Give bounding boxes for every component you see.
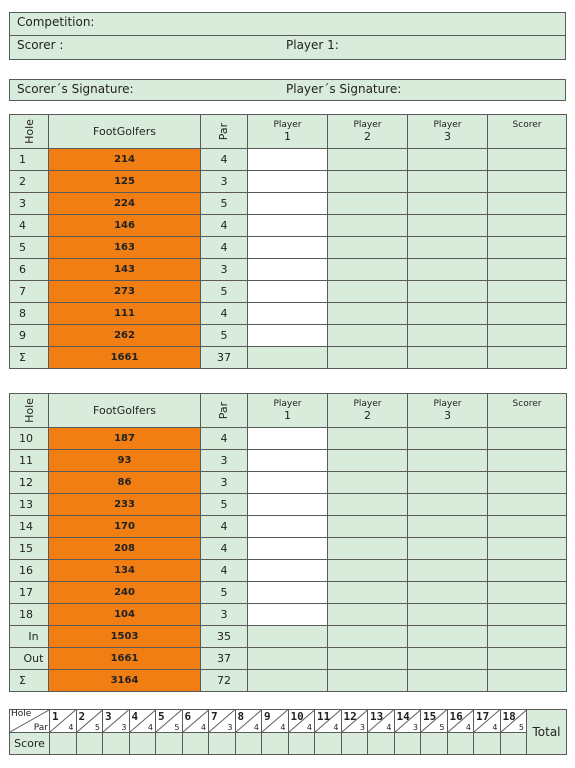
player1-column-header: Player 1: [248, 394, 328, 428]
player2-score-cell[interactable]: [328, 259, 408, 281]
par-cell: 3: [201, 259, 248, 281]
scorer-score-cell[interactable]: [488, 215, 567, 237]
hole-label: Hole: [11, 709, 32, 719]
scorer-score-cell[interactable]: [488, 472, 567, 494]
total-par: 35: [201, 626, 248, 648]
player1-score-cell[interactable]: [248, 472, 328, 494]
scorer-score-cell[interactable]: [488, 516, 567, 538]
player3-column-header: Player 3: [408, 115, 488, 149]
distance-cell: 187: [49, 428, 201, 450]
scorer-signature-label: Scorer´s Signature:: [17, 82, 134, 96]
player1-score-cell[interactable]: [248, 494, 328, 516]
hole-number: 17: [476, 710, 490, 723]
player2-score-cell[interactable]: [328, 303, 408, 325]
player1-column-header: Player 1: [248, 115, 328, 149]
scorer-score-cell[interactable]: [488, 538, 567, 560]
table-row: [10, 428, 567, 450]
player1-score-cell[interactable]: [248, 215, 328, 237]
player1-score-cell[interactable]: [248, 604, 328, 626]
player1-score-cell[interactable]: [248, 281, 328, 303]
scorer-row[interactable]: [10, 36, 565, 59]
par-cell: 4: [201, 237, 248, 259]
distance-cell: 146: [49, 215, 201, 237]
player2-score-cell[interactable]: [328, 428, 408, 450]
par-value: 4: [306, 723, 312, 732]
signature-box[interactable]: [9, 79, 566, 101]
hole-column-header: Hole: [10, 115, 49, 149]
player2-score-cell[interactable]: [328, 325, 408, 347]
player3-score-cell[interactable]: [408, 259, 488, 281]
hole-number: 6: [10, 259, 49, 281]
summary-strip: [9, 709, 567, 755]
hole-number: 14: [396, 710, 410, 723]
header-box: [9, 12, 566, 60]
scorer-score-cell[interactable]: [488, 237, 567, 259]
scorer-score-cell[interactable]: [488, 259, 567, 281]
scorer-score-cell[interactable]: [488, 450, 567, 472]
distance-cell: 93: [49, 450, 201, 472]
par-cell: 4: [201, 303, 248, 325]
par-value: 4: [68, 723, 74, 732]
table-row: [10, 259, 567, 281]
par-value: 4: [253, 723, 259, 732]
total-distance: 1503: [49, 626, 201, 648]
table-row: [10, 560, 567, 582]
distance-cell: 208: [49, 538, 201, 560]
distance-cell: 125: [49, 171, 201, 193]
competition-row[interactable]: [10, 13, 565, 36]
par-value: 4: [333, 723, 339, 732]
par-value: 3: [227, 723, 233, 732]
hole-number: 10: [290, 710, 304, 723]
score-cell[interactable]: [288, 733, 315, 755]
hole-par-cell: [156, 710, 183, 733]
score-cell[interactable]: [368, 733, 395, 755]
scorer-score-cell[interactable]: [488, 171, 567, 193]
hole-number: 15: [10, 538, 49, 560]
player3-score-cell[interactable]: [408, 582, 488, 604]
score-cell[interactable]: [421, 733, 448, 755]
total-score-cell[interactable]: [328, 347, 408, 369]
player3-score-cell[interactable]: [408, 193, 488, 215]
hole-number: 3: [105, 710, 112, 723]
distance-cell: 233: [49, 494, 201, 516]
total-score-cell[interactable]: [248, 648, 328, 670]
total-score-cell[interactable]: [408, 648, 488, 670]
par-value: 5: [174, 723, 180, 732]
hole-number: 4: [10, 215, 49, 237]
par-cell: 5: [201, 494, 248, 516]
total-score-cell[interactable]: [488, 648, 567, 670]
player1-score-cell[interactable]: [248, 560, 328, 582]
total-score-cell[interactable]: [488, 347, 567, 369]
total-distance: 3164: [49, 670, 201, 692]
distance-cell: 143: [49, 259, 201, 281]
player2-score-cell[interactable]: [328, 538, 408, 560]
hole-number: 17: [10, 582, 49, 604]
score-cell[interactable]: [103, 733, 130, 755]
distance-cell: 86: [49, 472, 201, 494]
par-cell: 5: [201, 582, 248, 604]
table-row: [10, 303, 567, 325]
par-cell: 5: [201, 281, 248, 303]
distance-cell: 240: [49, 582, 201, 604]
distance-cell: 104: [49, 604, 201, 626]
score-cell[interactable]: [156, 733, 183, 755]
scorer-score-cell[interactable]: [488, 303, 567, 325]
hole-number: 13: [10, 494, 49, 516]
score-cell[interactable]: [209, 733, 236, 755]
player2-column-header: Player 2: [328, 115, 408, 149]
player2-score-cell[interactable]: [328, 560, 408, 582]
back-nine-table: [9, 393, 567, 692]
par-cell: 4: [201, 516, 248, 538]
par-value: 4: [147, 723, 153, 732]
score-cell[interactable]: [315, 733, 342, 755]
footgolfers-column-header: FootGolfers: [49, 115, 201, 149]
hole-number: 2: [10, 171, 49, 193]
par-value: 4: [200, 723, 206, 732]
hole-number: 7: [211, 710, 218, 723]
player3-column-header: Player 3: [408, 394, 488, 428]
total-score-cell[interactable]: [408, 626, 488, 648]
table-row: [10, 472, 567, 494]
player3-score-cell[interactable]: [408, 428, 488, 450]
total-par: 72: [201, 670, 248, 692]
par-value: 3: [121, 723, 127, 732]
total-label: Σ: [10, 670, 49, 692]
total-score-cell[interactable]: [408, 347, 488, 369]
total-score-cell[interactable]: [488, 626, 567, 648]
hole-par-cell: [103, 710, 130, 733]
player1-score-cell[interactable]: [248, 303, 328, 325]
player3-score-cell[interactable]: [408, 237, 488, 259]
hole-number: 1: [10, 149, 49, 171]
total-label: In: [10, 626, 49, 648]
hole-par-cell: [288, 710, 315, 733]
total-score-cell[interactable]: [248, 626, 328, 648]
score-label: Score: [10, 733, 50, 755]
total-par: 37: [201, 648, 248, 670]
hole-number: 1: [52, 710, 59, 723]
total-row: [10, 648, 567, 670]
footgolfers-column-header: FootGolfers: [49, 394, 201, 428]
player1-score-cell[interactable]: [248, 516, 328, 538]
hole-number: 14: [10, 516, 49, 538]
total-header: Total: [527, 710, 567, 755]
score-cell[interactable]: [474, 733, 501, 755]
hole-par-cell: [209, 710, 236, 733]
player1-score-cell[interactable]: [248, 538, 328, 560]
total-row: [10, 626, 567, 648]
front-nine-table: [9, 114, 567, 369]
hole-number: 5: [158, 710, 165, 723]
hole-par-cell: [421, 710, 448, 733]
score-cell[interactable]: [262, 733, 289, 755]
par-cell: 4: [201, 560, 248, 582]
par-column-header: Par: [201, 115, 248, 149]
distance-cell: 214: [49, 149, 201, 171]
player3-score-cell[interactable]: [408, 560, 488, 582]
player3-score-cell[interactable]: [408, 494, 488, 516]
par-cell: 3: [201, 604, 248, 626]
par-value: 3: [359, 723, 365, 732]
player3-score-cell[interactable]: [408, 303, 488, 325]
score-cell[interactable]: [129, 733, 156, 755]
par-cell: 4: [201, 428, 248, 450]
hole-par-cell: [129, 710, 156, 733]
table-row: [10, 171, 567, 193]
hole-par-cell: [76, 710, 103, 733]
distance-cell: 134: [49, 560, 201, 582]
distance-cell: 170: [49, 516, 201, 538]
hole-par-cell: [447, 710, 474, 733]
player2-score-cell[interactable]: [328, 281, 408, 303]
distance-cell: 111: [49, 303, 201, 325]
scorer-column-header: Scorer: [488, 394, 567, 428]
hole-number: 16: [10, 560, 49, 582]
player2-score-cell[interactable]: [328, 149, 408, 171]
player2-score-cell[interactable]: [328, 494, 408, 516]
hole-par-cell: [315, 710, 342, 733]
par-value: 4: [280, 723, 286, 732]
player2-score-cell[interactable]: [328, 472, 408, 494]
player2-score-cell[interactable]: [328, 171, 408, 193]
player1-score-cell[interactable]: [248, 428, 328, 450]
hole-number: 12: [343, 710, 357, 723]
scorer-label: Scorer :: [17, 38, 64, 52]
table-row: [10, 281, 567, 303]
hole-number: 8: [10, 303, 49, 325]
competition-label: Competition:: [17, 15, 95, 29]
hole-number: 7: [10, 281, 49, 303]
player2-score-cell[interactable]: [328, 604, 408, 626]
hole-number: 13: [370, 710, 384, 723]
par-cell: 3: [201, 450, 248, 472]
distance-cell: 273: [49, 281, 201, 303]
total-score-cell[interactable]: [328, 626, 408, 648]
table-row: [10, 604, 567, 626]
par-cell: 5: [201, 325, 248, 347]
player1-score-cell[interactable]: [248, 259, 328, 281]
par-value: 3: [412, 723, 418, 732]
player3-score-cell[interactable]: [408, 281, 488, 303]
hole-number: 4: [131, 710, 139, 723]
player2-score-cell[interactable]: [328, 582, 408, 604]
par-label: Par: [33, 723, 48, 733]
player2-score-cell[interactable]: [328, 215, 408, 237]
table-row: [10, 582, 567, 604]
score-cell[interactable]: [500, 733, 527, 755]
total-label: Out: [10, 648, 49, 670]
total-score-cell[interactable]: [248, 670, 328, 692]
distance-cell: 262: [49, 325, 201, 347]
player1-score-cell[interactable]: [248, 171, 328, 193]
total-distance: 1661: [49, 648, 201, 670]
player3-score-cell[interactable]: [408, 215, 488, 237]
hole-par-cell: [341, 710, 368, 733]
scorer-score-cell[interactable]: [488, 281, 567, 303]
table-row: [10, 237, 567, 259]
hole-column-header: Hole: [10, 394, 49, 428]
player1-score-cell[interactable]: [248, 149, 328, 171]
hole-number: 18: [502, 710, 516, 723]
hole-number: 2: [78, 710, 86, 723]
scorer-score-cell[interactable]: [488, 582, 567, 604]
par-cell: 4: [201, 215, 248, 237]
player2-score-cell[interactable]: [328, 516, 408, 538]
hole-par-cell: [182, 710, 209, 733]
hole-par-cell: [368, 710, 395, 733]
scorer-column-header: Scorer: [488, 115, 567, 149]
hole-number: 3: [10, 193, 49, 215]
hole-number: 6: [184, 710, 192, 723]
hole-par-cell: [235, 710, 262, 733]
table-row: [10, 149, 567, 171]
hole-par-corner: [10, 710, 50, 733]
table-row: [10, 494, 567, 516]
total-score-cell[interactable]: [328, 648, 408, 670]
table-row: [10, 538, 567, 560]
distance-cell: 163: [49, 237, 201, 259]
player3-score-cell[interactable]: [408, 450, 488, 472]
player1-score-cell[interactable]: [248, 450, 328, 472]
hole-number: 11: [317, 710, 331, 723]
hole-number: 18: [10, 604, 49, 626]
hole-par-cell: [394, 710, 421, 733]
hole-par-cell: [50, 710, 77, 733]
hole-number: 9: [10, 325, 49, 347]
total-distance: 1661: [49, 347, 201, 369]
hole-par-cell: [474, 710, 501, 733]
player3-score-cell[interactable]: [408, 149, 488, 171]
score-cell[interactable]: [235, 733, 262, 755]
player3-score-cell[interactable]: [408, 325, 488, 347]
scorer-score-cell[interactable]: [488, 325, 567, 347]
hole-number: 9: [264, 710, 271, 723]
table-row: [10, 193, 567, 215]
player2-score-cell[interactable]: [328, 450, 408, 472]
player3-score-cell[interactable]: [408, 472, 488, 494]
score-cell[interactable]: [447, 733, 474, 755]
total-score-cell[interactable]: [328, 670, 408, 692]
score-cell[interactable]: [50, 733, 77, 755]
score-cell[interactable]: [341, 733, 368, 755]
par-value: 4: [465, 723, 471, 732]
hole-number: 11: [10, 450, 49, 472]
hole-par-cell: [262, 710, 289, 733]
hole-number: 8: [237, 710, 245, 723]
scorer-score-cell[interactable]: [488, 560, 567, 582]
total-row: [10, 347, 567, 369]
hole-number: 16: [449, 710, 463, 723]
player3-score-cell[interactable]: [408, 604, 488, 626]
player1-score-cell[interactable]: [248, 325, 328, 347]
player1-score-cell[interactable]: [248, 193, 328, 215]
scorer-score-cell[interactable]: [488, 604, 567, 626]
par-cell: 4: [201, 538, 248, 560]
player3-score-cell[interactable]: [408, 538, 488, 560]
hole-par-cell: [500, 710, 527, 733]
player1-score-cell[interactable]: [248, 582, 328, 604]
par-cell: 3: [201, 472, 248, 494]
player-signature-label: Player´s Signature:: [286, 82, 402, 96]
score-cell[interactable]: [76, 733, 103, 755]
total-score-cell[interactable]: [408, 670, 488, 692]
player2-column-header: Player 2: [328, 394, 408, 428]
total-score-cell[interactable]: [488, 670, 567, 692]
par-cell: 3: [201, 171, 248, 193]
total-par: 37: [201, 347, 248, 369]
player2-score-cell[interactable]: [328, 237, 408, 259]
table-row: [10, 325, 567, 347]
player3-score-cell[interactable]: [408, 171, 488, 193]
hole-number: 5: [10, 237, 49, 259]
player1-score-cell[interactable]: [248, 237, 328, 259]
total-score-cell[interactable]: [248, 347, 328, 369]
score-cell[interactable]: [394, 733, 421, 755]
table-row: [10, 215, 567, 237]
hole-number: 12: [10, 472, 49, 494]
par-value: 4: [492, 723, 498, 732]
distance-cell: 224: [49, 193, 201, 215]
player1-label: Player 1:: [286, 38, 339, 52]
par-cell: 5: [201, 193, 248, 215]
scorer-score-cell[interactable]: [488, 494, 567, 516]
hole-number: 15: [423, 710, 437, 723]
table-row: [10, 450, 567, 472]
scorer-score-cell[interactable]: [488, 428, 567, 450]
total-row: [10, 670, 567, 692]
table-row: [10, 516, 567, 538]
par-cell: 4: [201, 149, 248, 171]
par-value: 5: [439, 723, 445, 732]
par-column-header: Par: [201, 394, 248, 428]
scorer-score-cell[interactable]: [488, 149, 567, 171]
score-cell[interactable]: [182, 733, 209, 755]
par-value: 5: [94, 723, 100, 732]
hole-number: 10: [10, 428, 49, 450]
par-value: 5: [518, 723, 524, 732]
player3-score-cell[interactable]: [408, 516, 488, 538]
total-label: Σ: [10, 347, 49, 369]
scorer-score-cell[interactable]: [488, 193, 567, 215]
par-value: 4: [386, 723, 392, 732]
player2-score-cell[interactable]: [328, 193, 408, 215]
